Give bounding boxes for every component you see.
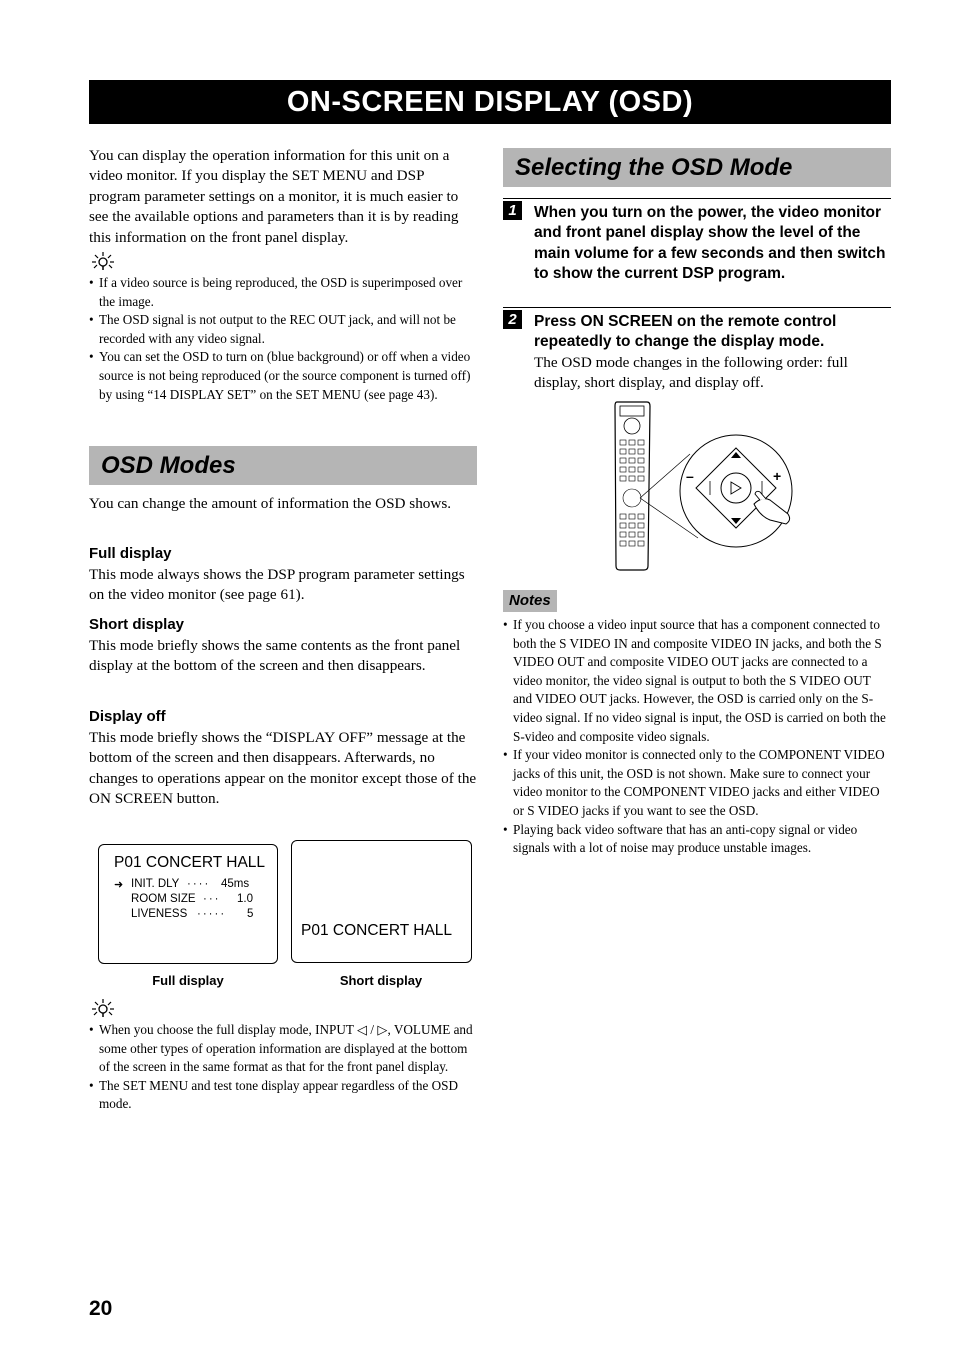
osd-modes-intro: You can change the amount of information the OSD shows. xyxy=(89,495,452,512)
step-2-bold-text: Press ON SCREEN on the remote control repeatedly to change the display mode. xyxy=(534,313,837,351)
short-display-program: P01 CONCERT HALL xyxy=(301,922,453,939)
page-number: 20 xyxy=(89,1297,113,1320)
notes-label: Notes xyxy=(503,590,557,612)
param-label: ROOM SIZE xyxy=(131,893,196,905)
selecting-osd-heading: Selecting the OSD Mode xyxy=(503,148,891,187)
param-value: 45ms xyxy=(221,878,250,890)
note-item: • Playing back video software that has an anti-copy signal or video signals with a lot of noise may produce unstable images. xyxy=(503,821,891,858)
remote-control-illustration xyxy=(610,396,800,574)
minus-sign: – xyxy=(686,468,694,484)
osd-modes-heading: OSD Modes xyxy=(89,446,477,485)
step-2-text: The OSD mode changes in the following order: full display, short display, and display off. xyxy=(534,354,848,392)
short-display-text: This mode briefly shows the same contents as the front panel display at the bottom of the screen and then disappears. xyxy=(89,637,461,675)
tips-list-2 xyxy=(89,1021,477,1114)
full-display-text: This mode always shows the DSP program parameter settings on the video monitor (see page 61). xyxy=(89,566,465,604)
note-item: • If you choose a video input source that has a component connected to both the S VIDEO IN and composite VIDEO IN jacks, and both the S VIDEO OUT and composite VIDEO OUT jacks are connected to a video monitor, the video signal is output to both the S VIDEO OUT and VIDEO OUT jacks. However, the OSD is carried only on the S-video signal. If no video signal is input, the OSD is carried on both the S-video and composite video signals. xyxy=(503,616,891,746)
tip-item: • The OSD signal is not output to the REC OUT jack, and will not be recorded with any video signal. xyxy=(89,311,477,348)
short-display-screen xyxy=(291,840,472,963)
plus-sign: + xyxy=(773,468,782,484)
tip-item: • You can set the OSD to turn on (blue background) or off when a video source is not being reproduced (or the source component is turned off) by using “14 DISPLAY SET” on the SET MENU (see page 43). xyxy=(89,348,477,404)
tips-list-1 xyxy=(89,274,477,404)
display-off-text: This mode briefly shows the “DISPLAY OFF” message at the bottom of the screen and then disappears. Afterwards, no changes to operations appear on the monitor except those of the ON SCREEN button. xyxy=(89,729,477,808)
display-off-title: Display off xyxy=(89,708,166,725)
intro-paragraph: You can display the operation information for this unit on a video monitor. If you display the SET MENU and DSP program parameter settings on a monitor, it is much easier to see the available options and parameters than it is by reading this information on the front panel display. xyxy=(89,147,459,246)
arrow-icon: ➜ xyxy=(114,879,124,891)
tip-item: • When you choose the full display mode, INPUT ◁ / ▷, VOLUME and some other types of operation information are displayed at the bottom of the screen in the same format as that for the front panel display. xyxy=(89,1021,477,1077)
param-label: INIT. DLY xyxy=(131,878,180,890)
dot-leader: ····· xyxy=(197,908,227,920)
param-label: LIVENESS xyxy=(131,908,188,920)
param-value: 5 xyxy=(247,908,254,920)
tip-item: • If a video source is being reproduced, the OSD is superimposed over the image. xyxy=(89,274,477,311)
full-display-title: Full display xyxy=(89,545,172,562)
param-value: 1.0 xyxy=(237,893,253,905)
note-item: • If your video monitor is connected only to the COMPONENT VIDEO jacks of this unit, the OSD is not shown. Make sure to connect your video monitor to the COMPONENT VIDEO jacks and either VIDEO or S VIDEO jacks if you want to see the OSD. xyxy=(503,746,891,820)
full-display-caption: Full display xyxy=(152,973,224,988)
dot-leader: ··· xyxy=(203,893,221,905)
step-1-number: 1 xyxy=(503,201,522,220)
tip-item: • The SET MENU and test tone display appear regardless of the OSD mode. xyxy=(89,1077,477,1114)
step-2-number: 2 xyxy=(503,310,522,329)
short-display-title: Short display xyxy=(89,616,185,633)
notes-list xyxy=(503,616,891,858)
step-1-text: When you turn on the power, the video monitor and front panel display show the level of the main volume for a few seconds and then switch to show the current DSP program. xyxy=(534,204,886,283)
page-title: ON-SCREEN DISPLAY (OSD) xyxy=(89,80,891,124)
dot-leader: ···· xyxy=(187,878,211,890)
full-display-program: P01 CONCERT HALL xyxy=(114,854,266,871)
tip-icon xyxy=(89,997,117,1019)
tip-icon xyxy=(89,250,117,272)
divider xyxy=(503,307,891,308)
divider xyxy=(503,198,891,199)
short-display-caption: Short display xyxy=(339,973,423,988)
full-display-screen xyxy=(98,844,278,964)
